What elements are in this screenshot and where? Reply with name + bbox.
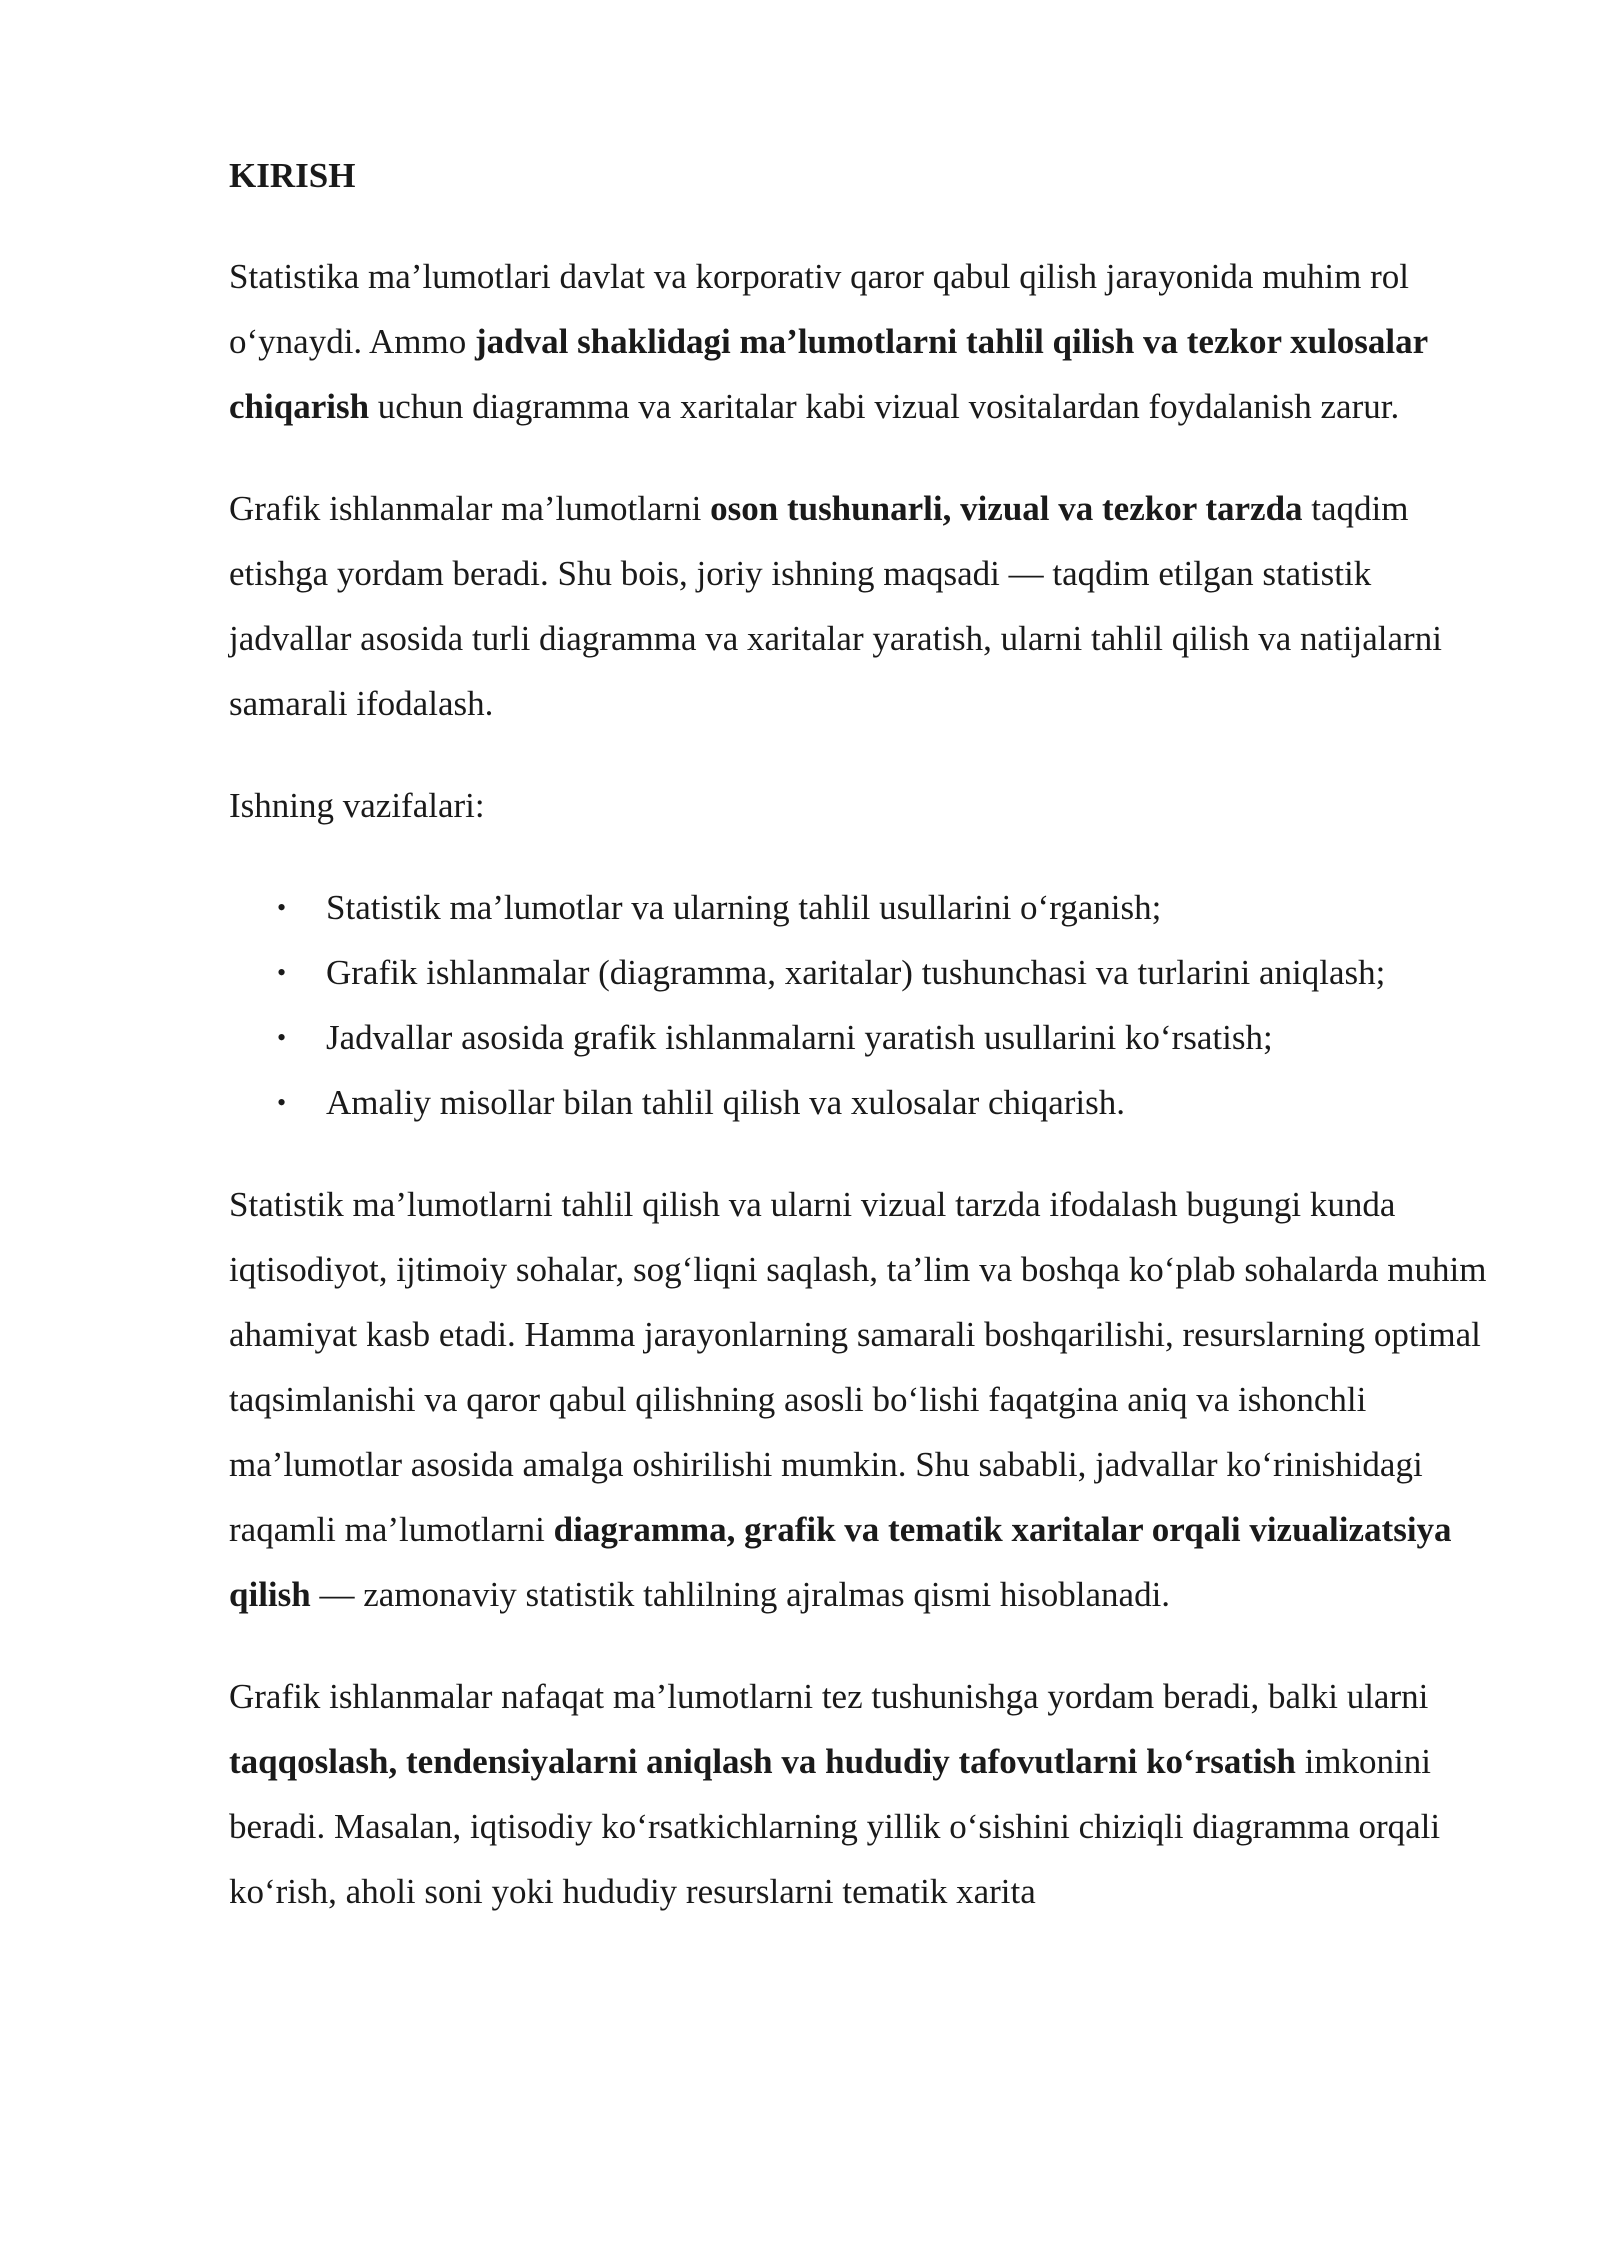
bullet-icon: • (277, 958, 287, 987)
paragraph-1 (229, 244, 1489, 439)
list-item (229, 1070, 1489, 1135)
list-item (229, 1005, 1489, 1070)
list-item-text: Jadvallar asosida grafik ishlanmalarni yaratish usullarini ko‘rsatish; (326, 1018, 1273, 1057)
paragraph-4-text-a: Statistik ma’lumotlarni tahlil qilish va ularni vizual tarzda ifodalash bugungi kunda iqtisodiyot, ijtimoiy sohalar, sog‘liqni saqlash, ta’lim va boshqa ko‘plab sohalarda muhim ahamiyat kasb etadi. Hamma jarayonlarning samarali boshqarilishi, resurslarning optimal taqsimlanishi va qaror qabul qilishning asosli bo‘lishi faqatgina aniq va ishonchli ma’lumotlar asosida amalga oshirilishi mumkin. Shu sababli, jadvallar ko‘rinishidagi raqamli ma’lumotlarni (229, 1185, 1487, 1549)
section-heading: KIRISH (229, 156, 356, 195)
paragraph-2-text-c: taqdim etishga yordam beradi. Shu bois, joriy ishning maqsadi — taqdim etilgan statistik jadvallar asosida turli diagramma va xaritalar yaratish, ularni tahlil qilish va natijalarni samarali ifodalash. (229, 489, 1442, 723)
list-item-text: Statistik ma’lumotlar va ularning tahlil usullarini o‘rganish; (326, 888, 1162, 927)
bullet-icon: • (277, 893, 287, 922)
paragraph-2-text-a: Grafik ishlanmalar ma’lumotlarni (229, 489, 711, 528)
tasks-list (229, 875, 1489, 1135)
tasks-intro: Ishning vazifalari: (229, 786, 485, 825)
paragraph-5 (229, 1664, 1489, 1924)
paragraph-5-text-c: imkonini beradi. Masalan, iqtisodiy ko‘rsatkichlarning yillik o‘sishini chiziqli diagramma orqali ko‘rish, aholi soni yoki hududiy resurslarni tematik xarita (229, 1742, 1441, 1911)
paragraph-2 (229, 476, 1489, 736)
bullet-icon: • (277, 1023, 287, 1052)
paragraph-4-emphasis: diagramma, grafik va tematik xaritalar orqali vizualizatsiya qilish (229, 1510, 1452, 1614)
list-item-text: Grafik ishlanmalar (diagramma, xaritalar) tushunchasi va turlarini aniqlash; (326, 953, 1386, 992)
paragraph-2-emphasis: oson tushunarli, vizual va tezkor tarzda (710, 489, 1303, 528)
list-item (229, 940, 1489, 1005)
paragraph-5-emphasis: taqqoslash, tendensiyalarni aniqlash va hududiy tafovutlarni ko‘rsatish (229, 1742, 1296, 1781)
paragraph-1-text-c: uchun diagramma va xaritalar kabi vizual vositalardan foydalanish zarur. (369, 387, 1400, 426)
paragraph-1-text-a: Statistika ma’lumotlari davlat va korporativ qaror qabul qilish jarayonida muhim rol o‘ynaydi. Ammo (229, 257, 1410, 361)
paragraph-4 (229, 1172, 1489, 1627)
paragraph-5-text-a: Grafik ishlanmalar nafaqat ma’lumotlarni tez tushunishga yordam beradi, balki ularni (229, 1677, 1429, 1716)
bullet-icon: • (277, 1088, 287, 1117)
paragraph-1-emphasis: jadval shaklidagi ma’lumotlarni tahlil qilish va tezkor xulosalar chiqarish (229, 322, 1428, 426)
list-item-text: Amaliy misollar bilan tahlil qilish va xulosalar chiqarish. (326, 1083, 1126, 1122)
list-item (229, 875, 1489, 940)
document-page (229, 148, 1489, 1961)
paragraph-4-text-c: — zamonaviy statistik tahlilning ajralmas qismi hisoblanadi. (310, 1575, 1171, 1614)
